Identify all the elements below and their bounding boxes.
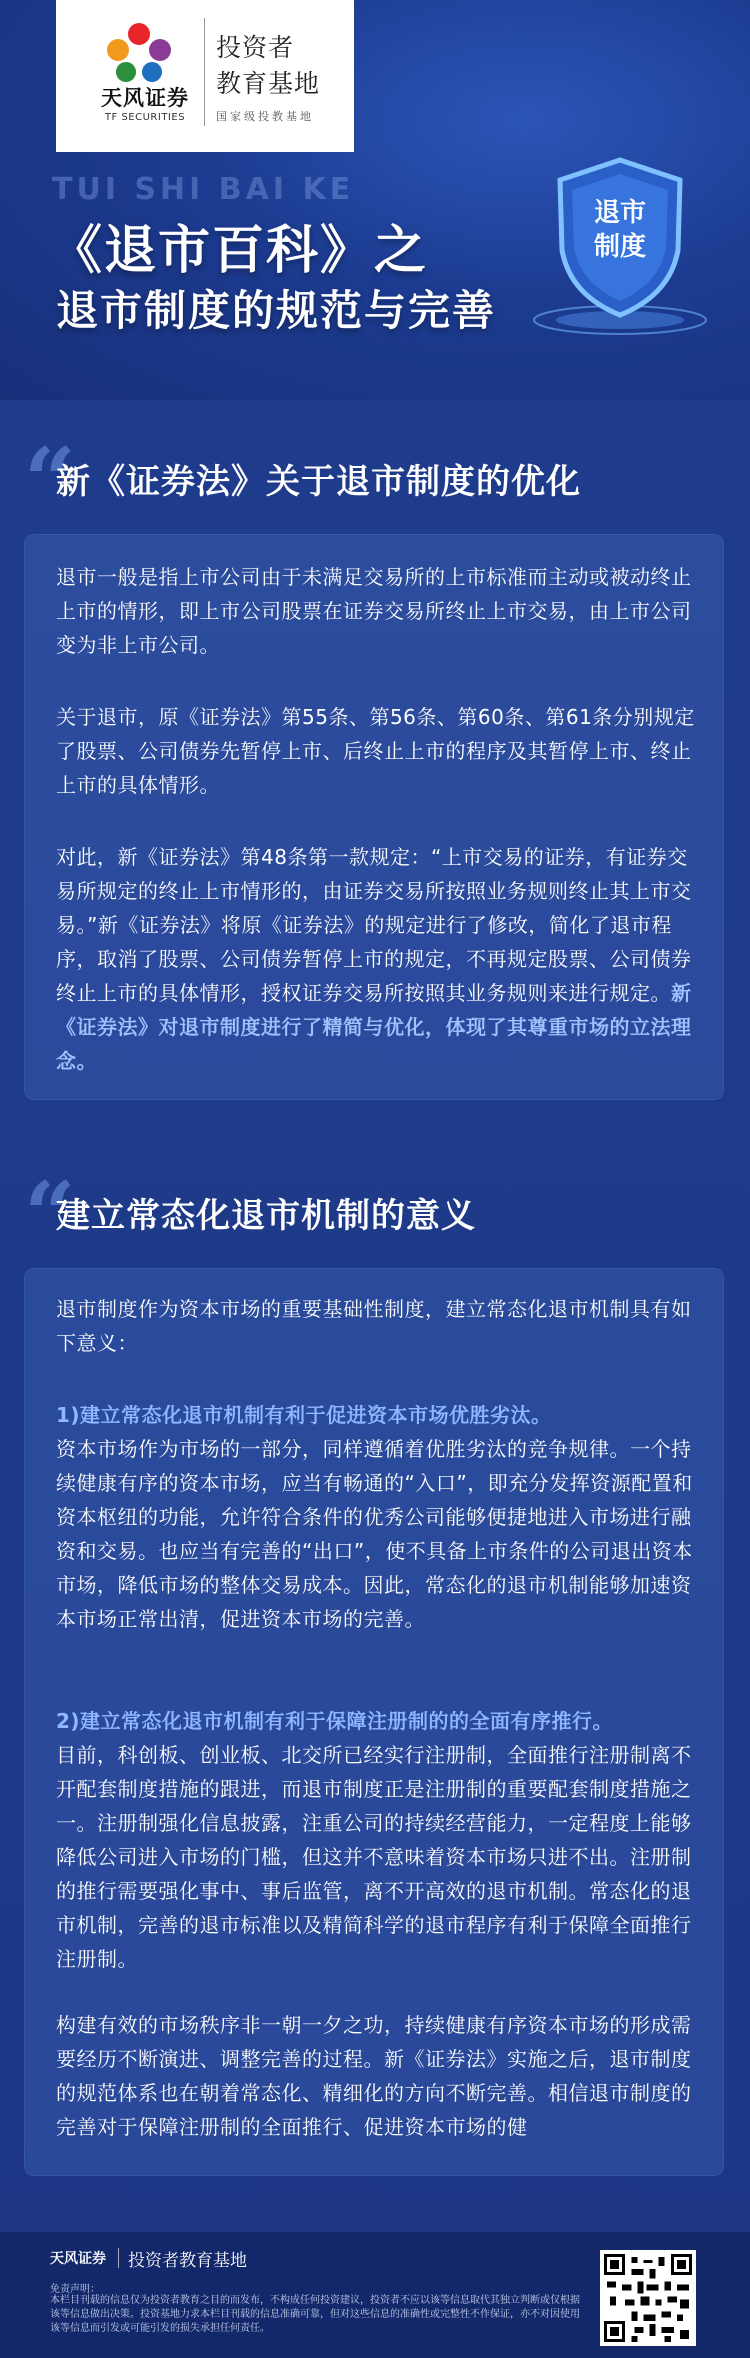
section1-title: 新《证券法》关于退市制度的优化: [56, 462, 581, 502]
section1-card: [24, 534, 724, 1100]
page-subtitle: 退市制度的规范与完善: [56, 286, 497, 335]
section2-intro: 退市制度作为资本市场的重要基础性制度，建立常态化退市机制具有如下意义：: [56, 1297, 692, 1355]
quote-mark-icon: “: [24, 428, 76, 534]
section1-paragraph2: 关于退市，原《证券法》第55条、第56条、第60条、第61条分别规定了股票、公司债券先暂停上市、后终止上市的程序及其暂停上市、终止上市的具体情形。: [56, 705, 695, 797]
section2-heading: [0, 1162, 750, 1268]
footer-divider: [118, 2248, 119, 2268]
qr-code-icon: [600, 2250, 696, 2346]
section2-point2-body: 目前，科创板、创业板、北交所已经实行注册制，全面推行注册制离不开配套制度措施的跟进，而退市制度正是注册制的重要配套制度措施之一。注册制强化信息披露，注重公司的持续经营能力，一定程度上能够降低公司进入市场的门槛，但这并不意味着资本市场只进不出。注册制的推行需要强化事中、事后监管，离不开高效的退市机制。常态化的退市机制，完善的退市标准以及精简科学的退市程序有利于保障全面推行注册制。: [56, 1743, 692, 1971]
shield-label-line1: 退市: [593, 198, 646, 228]
section1-heading: [0, 428, 750, 534]
shield-label: [578, 196, 662, 264]
footer-logo: 天风证券: [50, 2251, 106, 2267]
shield-label-line2: 制度: [593, 232, 646, 262]
header-banner: [0, 0, 750, 400]
footer-subtitle: 投资者教育基地: [128, 2251, 247, 2271]
footer: [0, 2232, 750, 2358]
section2-card: [24, 1268, 724, 2176]
section1-paragraph1: 退市一般是指上市公司由于未满足交易所的上市标准而主动或被动终止上市的情形，即上市公司股票在证券交易所终止上市交易，由上市公司变为非上市公司。: [56, 565, 692, 657]
header-pinyin: TUI SHI BAI KE: [52, 172, 355, 207]
section2-point1-heading: 1)建立常态化退市机制有利于促进资本市场优胜劣汰。: [56, 1403, 552, 1427]
section1-paragraph3-text: 对此，新《证券法》第48条第一款规定：“上市交易的证券，有证券交易所规定的终止上市情形的，由证券交易所按照业务规则终止其上市交易。”新《证券法》将原《证券法》的规定进行了修改，简化了退市程序，取消了股票、公司债券暂停上市的规定，不再规定股票、公司债券终止上市的具体情形，授权证券交易所按照其业务规则来进行规定。: [56, 845, 692, 1005]
logo-english: TF SECURITIES: [104, 112, 186, 123]
logo-sub-line1: 投资者: [216, 33, 295, 62]
quote-mark-icon: “: [24, 1162, 76, 1268]
logo-sub-line2: 教育基地: [216, 69, 321, 98]
section2-point2-heading: 2)建立常态化退市机制有利于保障注册制的的全面有序推行。: [56, 1709, 614, 1733]
flower-logo-icon: [104, 20, 174, 84]
section1-paragraph3: [56, 840, 696, 1078]
brand-logo: [56, 0, 354, 152]
section2-point1-body: 资本市场作为市场的一部分，同样遵循着优胜劣汰的竞争规律。一个持续健康有序的资本市场，应当有畅通的“入口”，即充分发挥资源配置和资本枢纽的功能，允许符合条件的优秀公司能够便捷地进入市场进行融资和交易。也应当有完善的“出口”，使不具备上市条件的公司退出资本市场，降低市场的整体交易成本。因此，常态化的退市机制能够加速资本市场正常出清，促进资本市场的完善。: [56, 1437, 693, 1631]
logo-name: 天风证券: [101, 86, 189, 110]
disclaimer-text: 本栏目刊载的信息仅为投资者教育之目的而发布，不构成任何投资建议，投资者不应以该等信息取代其独立判断或仅根据该等信息做出决策。投资基地力求本栏目刊载的信息准确可靠，但对这些信息的准确性或完整性不作保证，亦不对因使用该等信息而引发或可能引发的损失承担任何责任。: [50, 2295, 580, 2334]
page-title: 《退市百科》之: [50, 221, 429, 281]
disclaimer-title: 免责声明：: [50, 2284, 100, 2295]
section1-highlight: 新《证券法》对退市制度进行了精简与优化，体现了其尊重市场的立法理念。: [56, 981, 692, 1073]
logo-divider: [204, 18, 205, 126]
section2-title: 建立常态化退市机制的意义: [56, 1196, 476, 1236]
section2-closing: 构建有效的市场秩序非一朝一夕之功，持续健康有序资本市场的形成需要经历不断演进、调整完善的过程。新《证券法》实施之后，退市制度的规范体系也在朝着常态化、精细化的方向不断完善。相信退市制度的完善对于保障注册制的全面推行、促进资本市场的健: [56, 2013, 692, 2139]
logo-sub-line3: 国家级投教基地: [216, 110, 314, 123]
